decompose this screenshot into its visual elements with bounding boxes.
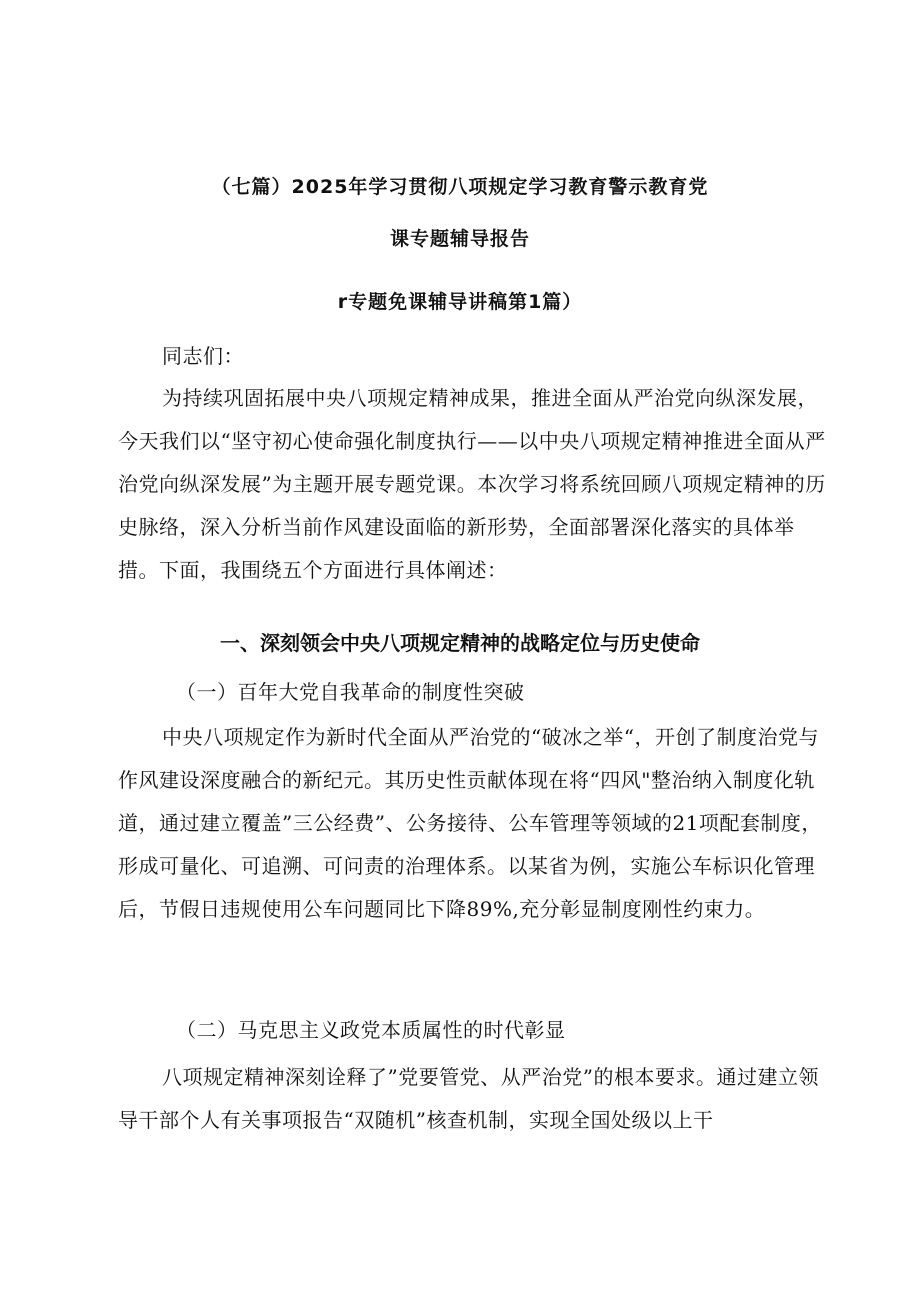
document-title-line-1: （七篇）2025年学习贯彻八项规定学习教育警示教育党 [211,176,709,198]
salutation: 同志们： [162,344,244,368]
intro-paragraph: 为持续巩固拓展中央八项规定精神成果，推进全面从严治党向纵深发展，今天我们以“坚守初心使命强化制度执行——以中央八项规定精神推进全面从严治党向纵深发展”为主题开展专题党课。本次学习将系统回顾八项规定精神的历史脉络，深入分析当前作风建设面临的新形势，全面部署深化落实的具体举措。下面，我围绕五个方面进行具体阐述： [118,386,826,582]
subsection-1-heading: （一）百年大党自我革命的制度性突破 [176,680,525,704]
subsection-1-body: 中央八项规定作为新时代全面从严治党的“破冰之举“，开创了制度治党与作风建设深度融合的新纪元。其历史性贡献体现在将“四风"整治纳入制度化轨道，通过建立覆盖”三公经费”、公务接待、公车管理等领域的21项配套制度，形成可量化、可追溯、可问责的治理体系。以某省为例，实施公车标识化管理后，节假日违规使用公车问题同比下降89%,充分彰显制度刚性约束力。 [118,725,822,921]
document-title-line-2: 课专题辅导报告 [389,228,530,250]
subsection-2-heading: （二）马克思主义政党本质属性的时代彰显 [176,1018,566,1042]
subsection-2-body: 八项规定精神深刻诠释了”党要管党、从严治党”的根本要求。通过建立领导干部个人有关事项报告“双随机”核查机制，实现全国处级以上干 [118,1065,819,1132]
section-1-heading: 一、深刻领会中央八项规定精神的战略定位与历史使命 [220,631,700,655]
document-subtitle: r专题免课辅导讲稿第1篇） [337,291,583,313]
